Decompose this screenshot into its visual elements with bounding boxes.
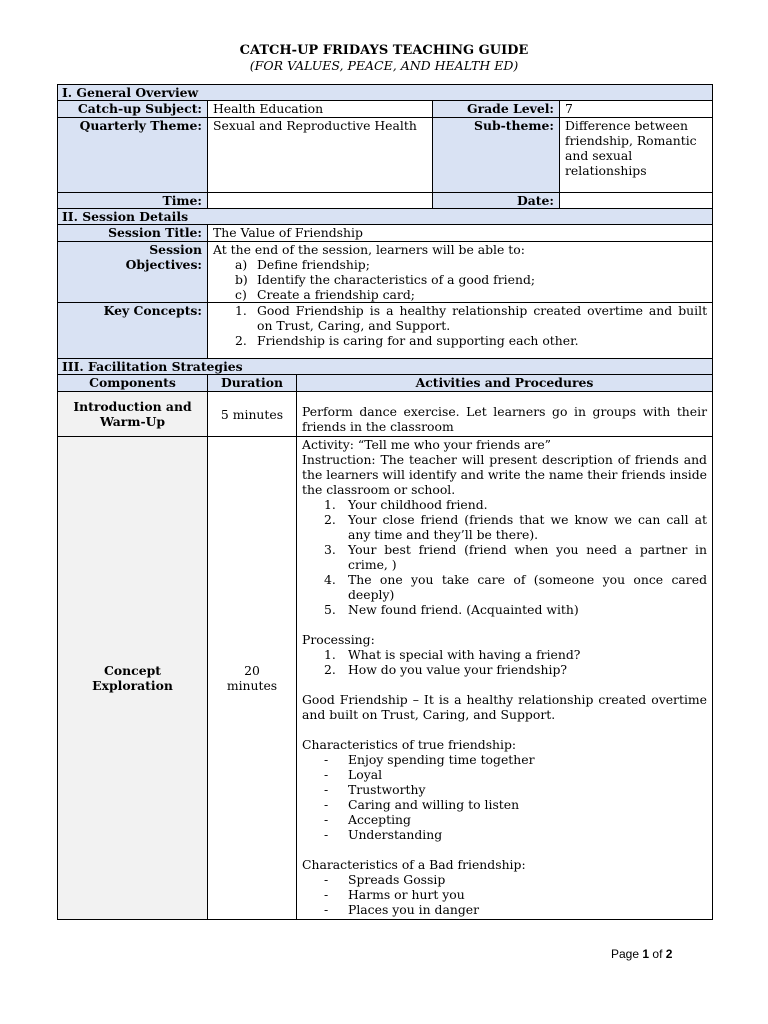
concept-component-line-2: Exploration [92,678,173,693]
key-concepts [208,303,713,359]
date-value [560,193,713,209]
page-number [611,947,672,961]
page-current: 1 [642,947,650,961]
column-header-components: Components [58,375,208,392]
processing-item: 2. How do you value your friendship? [324,662,568,677]
page-word: Page [611,947,640,961]
true-friendship-item: - Loyal [324,767,383,782]
intro-duration: 5 minutes [208,392,297,437]
section-facilitation-strategies: III. Facilitation Strategies [58,359,713,375]
processing-label: Processing: [302,632,375,647]
concept-component-line-1: Concept [104,663,161,678]
true-friendship-item: - Enjoy spending time together [324,752,535,767]
section-session-details: II. Session Details [58,209,713,225]
key-concept-item: 2. Friendship is caring for and supporting each other. [235,333,579,348]
true-friendship-list [324,752,707,842]
bad-friendship-item: - Spreads Gossip [324,872,446,887]
objectives-label-line-1: Session [149,242,202,257]
concept-duration-line-2: minutes [226,678,278,693]
time-value [208,193,433,209]
concept-duration-line-1: 20 [244,663,260,678]
concept-duration [208,437,297,920]
key-concept-item: 1. Good Friendship is a healthy relationship created overtime and built on Trust, Caring, and Support. [235,303,708,333]
session-title-label: Session Title: [58,225,208,242]
true-friendship-item: - Accepting [324,812,411,827]
session-objectives [208,242,713,303]
bad-friendship-label: Characteristics of a Bad friendship: [302,857,526,872]
section-general-overview: I. General Overview [58,85,713,101]
teaching-guide-table-wrapper [57,84,712,920]
bad-friendship-item: - Harms or hurt you [324,887,465,902]
page-total: 2 [665,947,673,961]
grade-level-value: 7 [560,101,713,118]
grade-level-label: Grade Level: [433,101,560,118]
friend-type-item: 5. New found friend. (Acquainted with) [324,602,579,617]
teaching-guide-table [57,84,713,375]
time-label: Time: [58,193,208,209]
session-title-value: The Value of Friendship [208,225,713,242]
of-word: of [652,947,663,961]
document-subtitle: (FOR VALUES, PEACE, AND HEALTH ED) [249,58,519,73]
bad-friendship-list [324,872,707,917]
document-title: CATCH-UP FRIDAYS TEACHING GUIDE [239,43,529,58]
friend-type-item: 2. Your close friend (friends that we know we can call at any time and they’ll be there). [324,512,707,542]
key-concepts-label: Key Concepts: [58,303,208,359]
bad-friendship-item: - Places you in danger [324,902,480,917]
objectives-list [235,257,707,302]
true-friendship-item: - Understanding [324,827,443,842]
subject-value: Health Education [208,101,433,118]
column-header-duration: Duration [208,375,297,392]
intro-activity: Perform dance exercise. Let learners go in groups with their friends in the classroom [297,392,713,437]
activity-instruction: Instruction: The teacher will present description of friends and the learners will identify and write the name their friends inside the classroom or school. [302,452,707,497]
session-objectives-label [58,242,208,303]
good-friendship-definition: Good Friendship – It is a healthy relationship created overtime and built on Trust, Caring, and Support. [302,692,707,722]
true-friendship-label: Characteristics of true friendship: [302,737,517,752]
quarterly-theme-label: Quarterly Theme: [58,118,208,193]
facilitation-table [57,374,713,920]
quarterly-theme-value: Sexual and Reproductive Health [208,118,433,193]
objective-item: c) Create a friendship card; [235,287,415,302]
friend-type-item: 1. Your childhood friend. [324,497,488,512]
objective-item: b) Identify the characteristics of a good friend; [235,272,536,287]
processing-item: 1. What is special with having a friend? [324,647,581,662]
date-label: Date: [433,193,560,209]
friend-types-list [324,497,707,617]
objective-item: a) Define friendship; [235,257,370,272]
objectives-label-line-2: Objectives: [125,257,202,272]
intro-component: Introduction and Warm-Up [58,392,208,437]
activity-title: Activity: “Tell me who your friends are” [302,437,552,452]
sub-theme-label: Sub-theme: [433,118,560,193]
true-friendship-item: - Caring and willing to listen [324,797,520,812]
subject-label: Catch-up Subject: [58,101,208,118]
processing-list [324,647,707,677]
key-concepts-list [235,303,707,348]
true-friendship-item: - Trustworthy [324,782,426,797]
column-header-activities: Activities and Procedures [297,375,713,392]
objectives-intro: At the end of the session, learners will be able to: [213,242,525,257]
concept-component [58,437,208,920]
concept-activities [297,437,713,920]
friend-type-item: 4. The one you take care of (someone you once cared deeply) [324,572,707,602]
friend-type-item: 3. Your best friend (friend when you need a partner in crime, ) [324,542,707,572]
sub-theme-value: Difference between friendship, Romantic and sexual relationships [560,118,713,193]
